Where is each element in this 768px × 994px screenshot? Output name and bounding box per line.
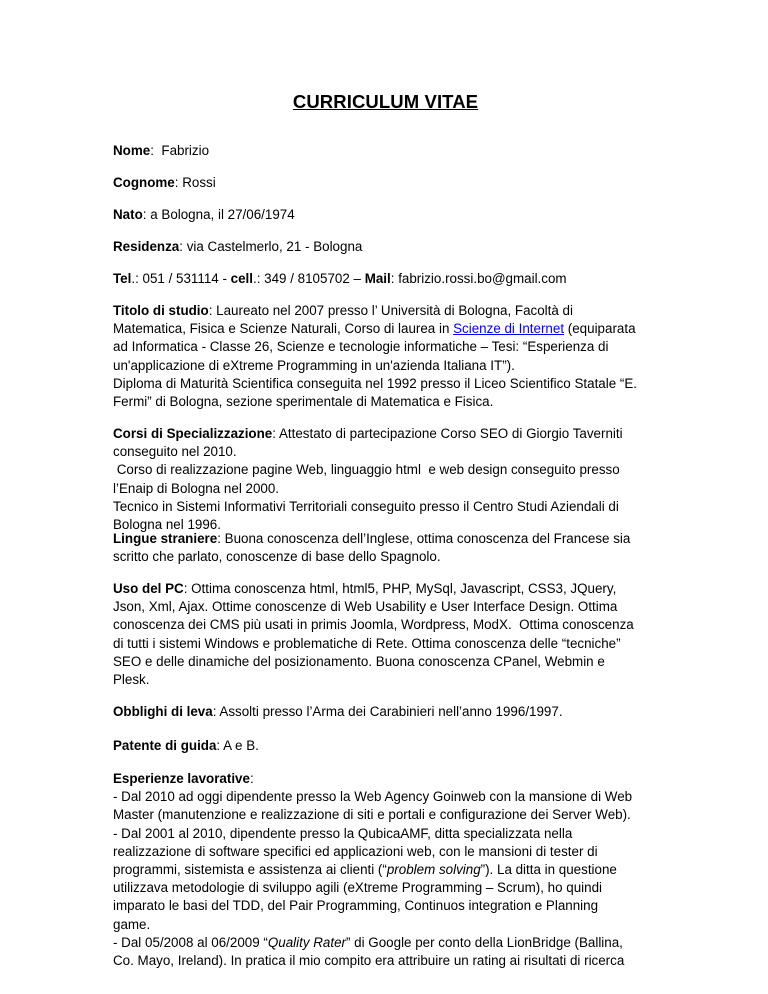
esperienze-line: utilizzava metodologie di sviluppo agili (eXtreme Programming – Scrum), ho quindi [113,880,602,896]
mail-value: fabrizio.rossi.bo@gmail.com [398,271,567,286]
pc-line: di tutti i sistemi Windows e problematiche di Rete. Ottima conoscenza delle “tecniche” [113,635,621,651]
tel-value: 051 / 531114 [142,271,219,286]
corsi-label: Corsi di Specializzazione [113,426,273,441]
leva-label: Obblighi di leva [113,704,213,719]
titolo-studio-line: Matematica, Fisica e Scienze Naturali, Corso di laurea in [113,321,454,337]
corsi-line: Corso di realizzazione pagine Web, linguaggio html e web design conseguito presso [113,462,620,478]
titolo-studio-line: (equiparata [564,321,636,337]
contatti-field: Tel.: 051 / 531114 - cell.: 349 / 8105702 – Mail: fabrizio.rossi.bo@gmail.com [113,271,567,286]
titolo-studio-line: ad Informatica - Classe 26, Scienze e tecnologie informatiche – Tesi: “Esperienza di [113,339,609,355]
esperienze-line: ” di Google per conto della LionBridge (Ballina, [345,934,623,950]
esperienze-section: Esperienze lavorative: - Dal 2010 ad oggi dipendente presso la Web Agency Goinweb con la mansione di Web Master (manutenzione e realizzazione di siti e portali e configurazione dei Server Web). - Dal 2001 al 2010, dipendente presso la QubicaAMF, ditta specializzata nella realizzazione di software specifici ed applicazioni web, con le mansioni di tester di programmi, sistemista e assistenza ai clienti (“problem solving”). La ditta in questione utilizzava metodologie di sviluppo agili (eXtreme Programming – Scrum), ho quindi imparato le basi del TDD, del Pair Programming, Continuos integration e Planning game. - Dal 05/2008 al 06/2009 “Quality Rater” di Google per conto della LionBridge (Ballina, Co. Mayo, Ireland). In pratica il mio compito era attribuire un rating ai risultati di ricerca [113,770,658,970]
nome-label: Nome [113,143,151,158]
titolo-studio-label: Titolo di studio [113,303,209,318]
patente-field: Patente di guida: A e B. [113,738,259,753]
corsi-line: Attestato di partecipazione Corso SEO di Giorgio Taverniti [278,426,623,441]
corsi-line: Tecnico in Sistemi Informativi Territoriali conseguito presso il Centro Studi Aziendali di [113,498,619,514]
corsi-line: conseguito nel 2010. [113,444,237,460]
lingue-line: Buona conoscenza dell’Inglese, ottima conoscenza del Francese sia [224,531,631,546]
corsi-line: Bologna nel 1996. [113,517,221,533]
cell-label: cell [230,271,253,286]
cognome-label: Cognome [113,175,175,190]
document-title: CURRICULUM VITAE [292,91,479,112]
lingue-line: scritto che parlato, conoscenze di base dello Spagnolo. [113,549,441,565]
esperienze-line: Master (manutenzione e realizzazione di siti e portali e configurazione dei Server Web). [113,807,631,823]
residenza-field: Residenza: via Castelmerlo, 21 - Bologna [113,239,363,254]
pc-label: Uso del PC [113,581,184,596]
pc-line: conoscenza dei CMS più usati in primis Joomla, Wordpress, ModX. Ottima conoscenza [113,617,634,633]
pc-line: Ottima conoscenza html, html5, PHP, MySql, Javascript, CSS3, JQuery, [191,581,617,596]
nome-value: Fabrizio [161,143,210,158]
titolo-studio-section: Titolo di studio: Laureato nel 2007 presso l’ Università di Bologna, Facoltà di Matematica, Fisica e Scienze Naturali, Corso di laurea in Scienze di Internet (equiparata ad Informatica - Classe 26, Scienze e tecnologie informatiche – Tesi: “Esperienza di un'applicazione di eXtreme Programming in un'azienda Italiana IT”). Diploma di Maturità Scientifica conseguita nel 1992 presso il Liceo Scientifico Statale “E. Fermi” di Bologna, sezione sperimentale di Matematica e Fisica. [113,302,658,411]
lingue-label: Lingue straniere [113,531,218,546]
quality-rater-term: Quality Rater [267,934,346,950]
mail-label: Mail [364,271,391,286]
nato-label: Nato [113,207,143,222]
residenza-label: Residenza [113,239,180,254]
residenza-value: via Castelmerlo, 21 - Bologna [186,239,363,254]
esperienze-line: game. [113,916,151,932]
corsi-section: Corsi di Specializzazione: Attestato di partecipazione Corso SEO di Giorgio Taverniti conseguito nel 2010. Corso di realizzazione pagine Web, linguaggio html e web design conseguito presso l’Enaip di Bologna nel 2000. Tecnico in Sistemi Informativi Territoriali conseguito presso il Centro Studi Aziendali di Bologna nel 1996. [113,425,658,534]
esperienze-line: programmi, sistemista e assistenza ai clienti (“ [113,862,387,878]
titolo-studio-line: Diploma di Maturità Scientifica conseguita nel 1992 presso il Liceo Scientifico Statale “E. [113,375,637,391]
tel-label: Tel [113,271,132,286]
esperienze-line: Co. Mayo, Ireland). In pratica il mio compito era attribuire un rating ai risultati di ricerca [113,953,625,969]
nato-value: a Bologna, il 27/06/1974 [150,207,295,222]
titolo-studio-line: un'applicazione di eXtreme Programming in un'azienda Italiana IT”). [113,357,515,373]
nome-field: Nome: Fabrizio [113,143,210,158]
patente-label: Patente di guida [113,738,217,753]
nato-field: Nato: a Bologna, il 27/06/1974 [113,207,295,222]
esperienze-line: - Dal 05/2008 al 06/2009 “ [113,934,268,950]
pc-line: Plesk. [113,672,150,688]
pc-line: Json, Xml, Ajax. Ottime conoscenze di Web Usability e User Interface Design. Ottima [113,599,618,615]
cognome-value: Rossi [182,175,216,190]
scienze-di-internet-link[interactable]: Scienze di Internet [453,321,565,337]
esperienze-line: - Dal 2010 ad oggi dipendente presso la Web Agency Goinweb con la mansione di Web [113,789,633,805]
esperienze-line: - Dal 2001 al 2010, dipendente presso la QubicaAMF, ditta specializzata nella [113,825,573,841]
esperienze-label: Esperienze lavorative [113,771,250,786]
titolo-studio-line: Fermi” di Bologna, sezione sperimentale di Matematica e Fisica. [113,394,494,410]
leva-value: Assolti presso l’Arma dei Carabinieri nell’anno 1996/1997. [219,704,563,719]
esperienze-line: ”). La ditta in questione [480,862,617,878]
pc-section: Uso del PC: Ottima conoscenza html, html5, PHP, MySql, Javascript, CSS3, JQuery, Json, Xml, Ajax. Ottime conoscenze di Web Usability e User Interface Design. Ottima conoscenza dei CMS più usati in primis Joomla, Wordpress, ModX. Ottima conoscenza di tutti i sistemi Windows e problematiche di Rete. Ottima conoscenza delle “tecniche” SEO e delle dinamiche del posizionamento. Buona conoscenza CPanel, Webmin e Plesk. [113,580,658,689]
esperienze-line: imparato le basi del TDD, del Pair Programming, Continuos integration e Planning [113,898,599,914]
pc-line: SEO e delle dinamiche del posizionamento. Buona conoscenza CPanel, Webmin e [113,653,605,669]
cell-value: 349 / 8105702 [264,271,350,286]
corsi-line: l’Enaip di Bologna nel 2000. [113,480,280,496]
problem-solving-term: problem solving [386,862,481,878]
lingue-section: Lingue straniere: Buona conoscenza dell’Inglese, ottima conoscenza del Francese sia scritto che parlato, conoscenze di base dello Spagnolo. [113,530,658,566]
leva-field: Obblighi di leva: Assolti presso l’Arma dei Carabinieri nell’anno 1996/1997. [113,704,563,719]
esperienze-line: realizzazione di software specifici ed applicazioni web, con le mansioni di tester di [113,843,598,859]
cognome-field: Cognome: Rossi [113,175,216,190]
titolo-studio-line: Laureato nel 2007 presso l’ Università di Bologna, Facoltà di [216,303,573,318]
patente-value: A e B. [223,738,259,753]
